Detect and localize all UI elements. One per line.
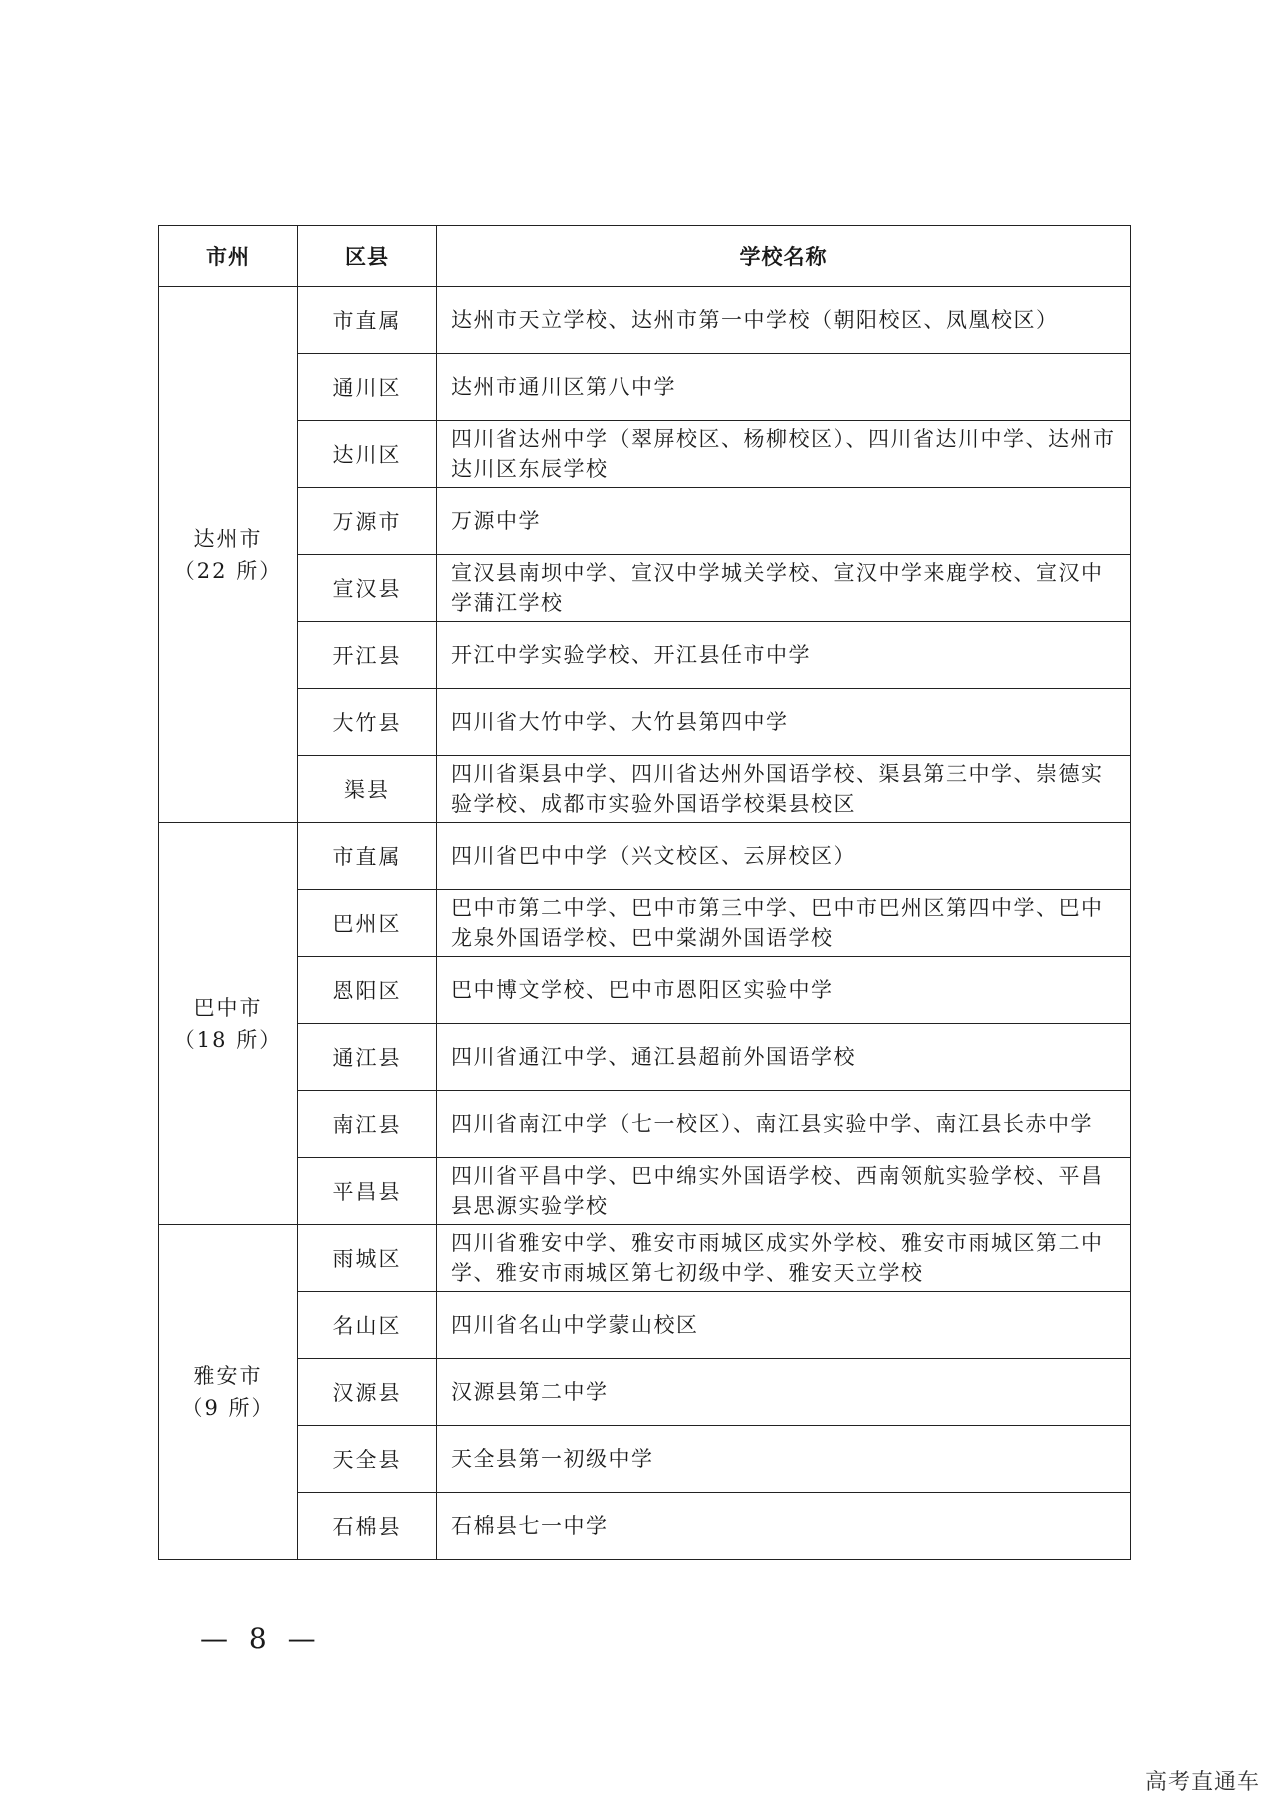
city-cell [159,823,298,1225]
district-cell: 开江县 [298,622,437,689]
city-name: 达州市 [193,526,263,551]
school-cell: 四川省巴中中学（兴文校区、云屏校区） [437,823,1131,890]
table-row [159,890,1131,957]
district-cell: 平昌县 [298,1158,437,1225]
district-cell: 巴州区 [298,890,437,957]
table-row [159,823,1131,890]
school-cell: 四川省渠县中学、四川省达州外国语学校、渠县第三中学、崇德实验学校、成都市实验外国语学校渠县校区 [437,756,1131,823]
table-header-row [159,226,1131,287]
school-cell: 开江中学实验学校、开江县任市中学 [437,622,1131,689]
district-cell: 通川区 [298,354,437,421]
school-cell: 四川省名山中学蒙山校区 [437,1292,1131,1359]
table-row [159,1091,1131,1158]
table-row [159,354,1131,421]
district-cell: 市直属 [298,823,437,890]
table-row [159,1024,1131,1091]
table-row [159,421,1131,488]
school-cell: 宣汉县南坝中学、宣汉中学城关学校、宣汉中学来鹿学校、宣汉中学蒲江学校 [437,555,1131,622]
school-cell: 达州市通川区第八中学 [437,354,1131,421]
school-cell: 达州市天立学校、达州市第一中学校（朝阳校区、凤凰校区） [437,287,1131,354]
table-row [159,1359,1131,1426]
district-cell: 石棉县 [298,1493,437,1560]
school-cell: 四川省大竹中学、大竹县第四中学 [437,689,1131,756]
school-cell: 四川省通江中学、通江县超前外国语学校 [437,1024,1131,1091]
district-cell: 市直属 [298,287,437,354]
district-cell: 达川区 [298,421,437,488]
school-cell: 石棉县七一中学 [437,1493,1131,1560]
table-row [159,1493,1131,1560]
table-row [159,957,1131,1024]
district-cell: 大竹县 [298,689,437,756]
district-cell: 万源市 [298,488,437,555]
city-cell [159,287,298,823]
schools-table [158,225,1131,1560]
school-cell: 万源中学 [437,488,1131,555]
school-cell: 巴中博文学校、巴中市恩阳区实验中学 [437,957,1131,1024]
city-school-count: （9 所） [181,1396,275,1420]
page-number: — 8 — [200,1622,322,1655]
district-cell: 雨城区 [298,1225,437,1292]
district-cell: 通江县 [298,1024,437,1091]
table-row [159,622,1131,689]
district-cell: 渠县 [298,756,437,823]
school-cell: 天全县第一初级中学 [437,1426,1131,1493]
school-cell: 四川省雅安中学、雅安市雨城区成实外学校、雅安市雨城区第二中学、雅安市雨城区第七初级中学、雅安天立学校 [437,1225,1131,1292]
city-name: 雅安市 [193,1364,263,1388]
header-school: 学校名称 [437,226,1131,287]
table-row [159,689,1131,756]
table-row [159,287,1131,354]
header-district: 区县 [298,226,437,287]
city-school-count: （18 所） [173,1027,283,1052]
table-row [159,756,1131,823]
district-cell: 名山区 [298,1292,437,1359]
district-cell: 汉源县 [298,1359,437,1426]
table-row [159,1158,1131,1225]
school-cell: 汉源县第二中学 [437,1359,1131,1426]
district-cell: 恩阳区 [298,957,437,1024]
school-cell: 巴中市第二中学、巴中市第三中学、巴中市巴州区第四中学、巴中龙泉外国语学校、巴中棠湖外国语学校 [437,890,1131,957]
school-cell: 四川省南江中学（七一校区）、南江县实验中学、南江县长赤中学 [437,1091,1131,1158]
watermark: 高考直通车 [1144,1770,1260,1795]
table-row [159,1292,1131,1359]
table-row [159,1426,1131,1493]
district-cell: 宣汉县 [298,555,437,622]
header-city: 市州 [159,226,298,287]
city-school-count: （22 所） [173,558,283,583]
table-row [159,555,1131,622]
table-row [159,1225,1131,1292]
city-cell [159,1225,298,1560]
city-name: 巴中市 [193,995,263,1020]
school-cell: 四川省达州中学（翠屏校区、杨柳校区）、四川省达川中学、达州市达川区东辰学校 [437,421,1131,488]
table-row [159,488,1131,555]
district-cell: 天全县 [298,1426,437,1493]
school-cell: 四川省平昌中学、巴中绵实外国语学校、西南领航实验学校、平昌县思源实验学校 [437,1158,1131,1225]
district-cell: 南江县 [298,1091,437,1158]
